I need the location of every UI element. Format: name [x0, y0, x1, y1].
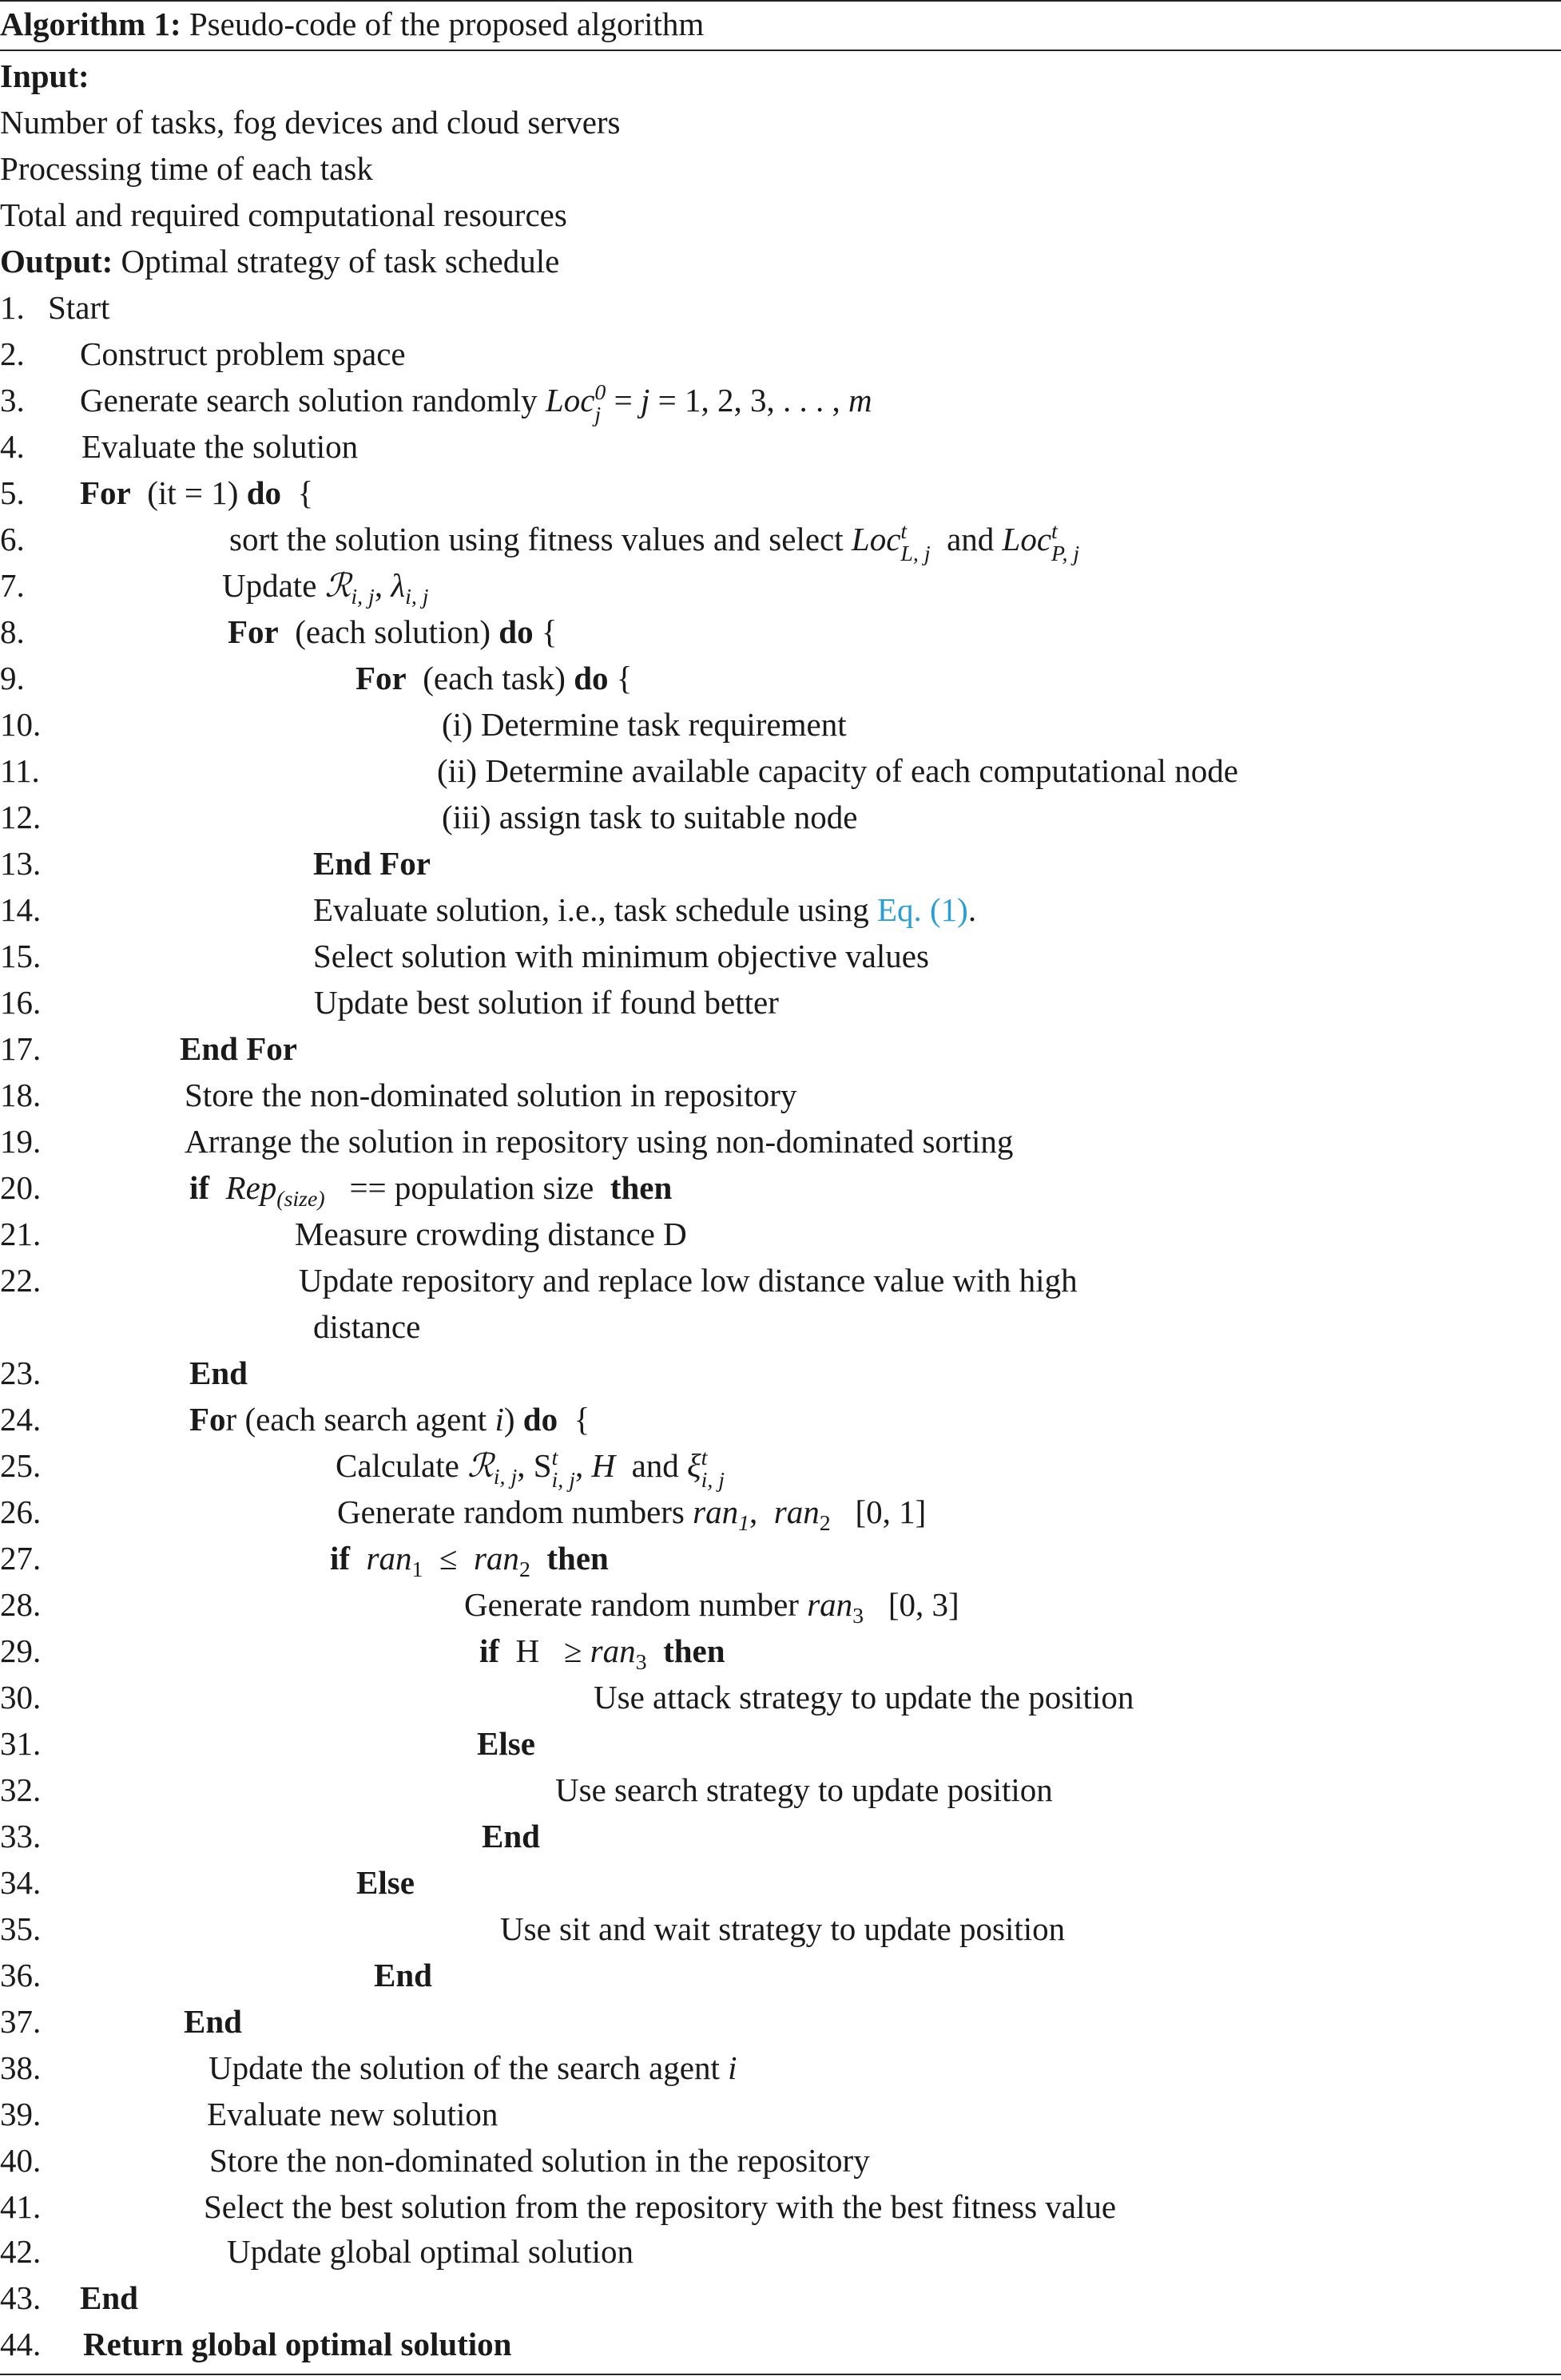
output-line: Output: Optimal strategy of task schedule	[0, 243, 560, 280]
input-item: Processing time of each task	[0, 150, 373, 187]
input-item: Total and required computational resources	[0, 196, 567, 233]
equation-link[interactable]: Eq. (1)	[876, 891, 968, 928]
bottom-rule	[0, 2374, 1561, 2375]
algorithm-title: Algorithm 1: Pseudo-code of the proposed algorithm	[0, 6, 705, 42]
input-label: Input:	[0, 58, 89, 94]
header-rule	[0, 50, 1561, 51]
input-item: Number of tasks, fog devices and cloud servers	[0, 104, 621, 141]
